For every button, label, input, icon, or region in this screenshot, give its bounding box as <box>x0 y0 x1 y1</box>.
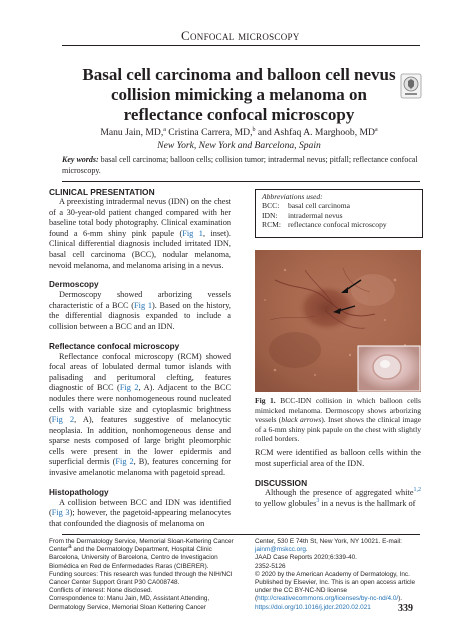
right-column <box>255 448 421 509</box>
footnote-rule <box>62 534 420 535</box>
dermoscopy-image <box>255 250 421 392</box>
paragraph-continuation: RCM were identified as balloon cells within the most superficial area of the IDN. <box>255 448 421 468</box>
dermoscopy-figure <box>255 250 421 392</box>
email-link[interactable]: jainm@mskcc.org <box>255 546 306 554</box>
abbreviation-row <box>256 220 422 229</box>
title-line: reflectance confocal microscopy <box>123 105 355 124</box>
author-affil: a <box>163 126 166 133</box>
section-header <box>181 28 300 44</box>
footnotes-left <box>49 538 234 612</box>
doi <box>255 604 421 612</box>
author-name: Cristina Carrera, MD, <box>168 127 253 138</box>
citation-link[interactable]: 3 <box>316 498 320 505</box>
abbreviation-value: basal cell carcinoma <box>288 201 350 211</box>
keywords-text: basal cell carcinoma; balloon cells; collision tumor; intradermal nevus; pitfall; reflectance confocal microscopy. <box>62 155 418 175</box>
figure-link[interactable]: Fig 2 <box>115 457 134 467</box>
section-header-text: Confocal microscopy <box>181 28 300 43</box>
keywords <box>62 155 420 176</box>
correspondence-address: Center, 530 E 74th St, New York, NY 10021. E-mail: jainm@mskcc.org. <box>255 538 402 554</box>
author-name: Manu Jain, MD, <box>100 127 164 138</box>
paragraph-clinical: A preexisting intradermal nevus (IDN) on the chest of a 30-year-old patient changed compared with her baseline total body photography. Clinical examination found a 6-mm shiny pink papule (Fig 1, inset). Clinical differential diagnosis included irritated IDN, basal cell carcinoma (BCC), nodular melanoma, nevoid melanoma, and melanoma arising in a nevus. <box>49 197 231 270</box>
abbreviation-key: RCM: <box>262 220 281 230</box>
keywords-rule <box>62 181 420 182</box>
crossmark-icon[interactable] <box>400 73 422 99</box>
article-title <box>64 65 414 125</box>
citation-link[interactable]: 1,2 <box>413 487 421 494</box>
figure-link[interactable]: Fig 2 <box>119 383 139 393</box>
license-link[interactable]: http://creativecommons.org/licenses/by-nc-nd/4.0/ <box>257 595 399 603</box>
abbreviation-key: IDN: <box>262 210 278 220</box>
heading-histopathology: Histopathology <box>49 487 109 497</box>
clinical-inset-image <box>358 346 420 391</box>
paragraph-discussion: Although the presence of aggregated white$^{1,2}$ to yellow globules$^3$ in a nevus is the hallmark of <box>255 487 421 508</box>
figure-caption: Fig 1. BCC-IDN collision in which balloon cells mimicked melanoma. Dermoscopy shows arborizing vessels (black arrows). Inset shows the clinical image of a 6-mm shiny pink papule on the chest with slightly rolled borders. <box>255 396 421 443</box>
abbreviation-key: BCC: <box>262 201 280 211</box>
figure-link[interactable]: Fig 2 <box>51 415 75 425</box>
author-name: and Ashfaq A. Marghoob, MD <box>257 127 375 138</box>
paragraph-dermoscopy: Dermoscopy showed arborizing vessels characteristic of a BCC (Fig 1). Based on the history, the differential diagnosis expanded to include a collision between a BCC and an IDN. <box>49 290 231 331</box>
affiliation-note: From the Dermatology Service, Memorial Sloan-Kettering Cancer Center$^a$ and the Dermatology Department, Hospital Clinic Barcelona, University of Barcelona, Centro de Investigacion Biomédica en Red de Enfermedades Raras (CIBERER). <box>49 538 234 570</box>
paragraph-rcm: Reflectance confocal microscopy (RCM) showed focal areas of lobulated dermal tumor islands with palisading and peritumoral clefting, features diagnostic of BCC (Fig 2, A). Adjacent to the BCC nodules there were nonhomogeneous round nucleated cells with variable size and cytoplasmic brightness (Fig 2, A), features suggestive of melanocytic neoplasia. In addition, nonhomogeneous dense and sparse nests composed of large bright pleomorphic cells were present in the lower epidermis and superficial dermis (Fig 2, B), features concerning for invasive amelanotic melanoma with pagetoid spread. <box>49 351 232 478</box>
conflicts-note: Conflicts of interest: None disclosed. <box>49 587 153 595</box>
copyright-note: © 2020 by the American Academy of Dermatology, Inc. Published by Elsevier, Inc. This is an open access article under the CC BY-NC-ND license (http://creativecommons.org/licenses/by-nc-nd/4.0/). <box>255 570 416 603</box>
header-rule <box>62 45 420 46</box>
paragraph-histopathology: A collision between BCC and IDN was identified (Fig 3); however, the pagetoid-appearing melanocytes that confounded the diagnosis of melanoma on <box>49 497 231 528</box>
title-line: Basal cell carcinoma and balloon cell nevus <box>82 65 396 84</box>
page-number: 339 <box>398 603 413 614</box>
author-affil: a <box>374 126 378 133</box>
issn: 2352-5126 <box>255 562 286 570</box>
left-column <box>49 187 231 529</box>
funding-note: Funding sources: This research was funded through the NIH/NCI Cancer Center Support Grant P30 CA008748. <box>49 570 233 587</box>
figure-link[interactable]: Fig 1 <box>182 228 203 238</box>
abbreviations-box <box>255 189 423 238</box>
heading-discussion: DISCUSSION <box>255 478 308 489</box>
figure-caption-italic: black arrows <box>281 415 322 424</box>
figure-link[interactable]: Fig 1 <box>134 300 152 310</box>
title-line: collision mimicking a melanoma on <box>111 85 367 104</box>
abbreviation-row <box>256 201 422 210</box>
footnotes-right <box>255 538 421 612</box>
abbreviation-row <box>256 211 422 220</box>
heading-dermoscopy: Dermoscopy <box>49 280 99 290</box>
doi-link[interactable]: https://doi.org/10.1016/j.jdcr.2020.02.021 <box>255 603 371 611</box>
figure-link[interactable]: Fig 3 <box>51 508 70 518</box>
abbreviation-value: reflectance confocal microscopy <box>288 220 387 230</box>
abbreviations-caption: Abbreviations used: <box>262 192 323 201</box>
correspondence-note: Correspondence to: Manu Jain, MD, Assistant Attending, Dermatology Service, Memorial Sloan Kettering Cancer <box>49 595 210 611</box>
author-block <box>64 126 414 152</box>
author-affil: b <box>252 126 256 133</box>
abbreviation-value: intradermal nevus <box>288 210 343 220</box>
author-locations: New York, New York and Barcelona, Spain <box>157 140 321 151</box>
keywords-label: Key words: <box>62 155 99 164</box>
author-list <box>64 126 414 139</box>
journal-citation: JAAD Case Reports 2020;6:339-40. <box>255 554 357 562</box>
heading-clinical: CLINICAL PRESENTATION <box>49 187 155 197</box>
figure-caption-label: Fig 1. <box>255 396 276 405</box>
heading-rcm: Reflectance confocal microscopy <box>49 341 180 351</box>
